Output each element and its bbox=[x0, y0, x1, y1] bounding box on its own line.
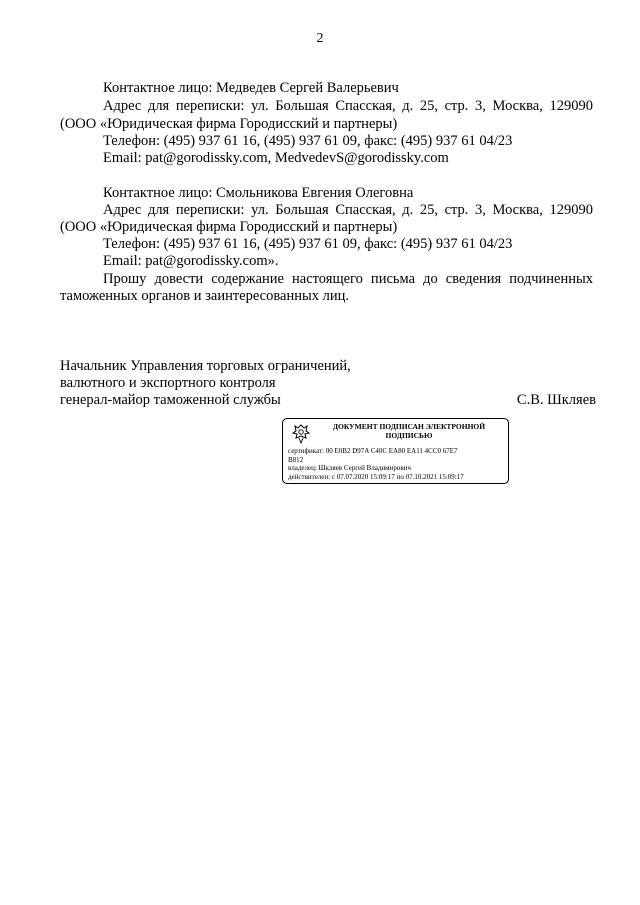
stamp-title bbox=[319, 423, 499, 440]
contact-address-company-2: (ООО «Юридическая фирма Городисский и партнеры) bbox=[60, 219, 398, 235]
page-number: 2 bbox=[316, 31, 324, 46]
contact-email-2: Email: pat@gorodissky.com». bbox=[103, 253, 279, 269]
contact-phone-2: Телефон: (495) 937 61 16, (495) 937 61 09, факс: (495) 937 61 04/23 bbox=[103, 236, 513, 252]
contact-person-1: Контактное лицо: Медведев Сергей Валерьевич bbox=[103, 80, 399, 96]
contact-email-1: Email: pat@gorodissky.com, MedvedevS@gorodissky.com bbox=[103, 150, 449, 166]
coat-of-arms-icon bbox=[289, 422, 313, 446]
signatory-name: С.В. Шкляев bbox=[516, 392, 596, 408]
signatory-title-line3: генерал-майор таможенной службы bbox=[60, 392, 281, 408]
request-paragraph-line2: таможенных органов и заинтересованных лиц. bbox=[60, 288, 349, 304]
contact-address-company-1: (ООО «Юридическая фирма Городисский и партнеры) bbox=[60, 116, 398, 132]
signatory-title-line1: Начальник Управления торговых ограничений, bbox=[60, 358, 351, 374]
stamp-title-line2: ПОДПИСЬЮ bbox=[385, 430, 433, 440]
stamp-title-line1: ДОКУМЕНТ ПОДПИСАН ЭЛЕКТРОННОЙ bbox=[332, 422, 486, 431]
request-paragraph-line1: Прошу довести содержание настоящего письма до сведения подчиненных bbox=[103, 271, 593, 287]
contact-address-1: Адрес для переписки: ул. Большая Спасская, д. 25, стр. 3, Москва, 129090 bbox=[103, 98, 593, 114]
contact-phone-1: Телефон: (495) 937 61 16, (495) 937 61 09, факс: (495) 937 61 04/23 bbox=[103, 133, 513, 149]
stamp-validity: действителен: с 07.07.2020 15:09:17 по 07.10.2021 15:09:17 bbox=[288, 472, 464, 481]
electronic-signature-stamp bbox=[282, 418, 509, 484]
signatory-title-line2: валютного и экспортного контроля bbox=[60, 375, 276, 391]
stamp-certificate-line2: B812 bbox=[288, 455, 304, 464]
contact-person-2: Контактное лицо: Смольникова Евгения Олеговна bbox=[103, 185, 414, 201]
contact-address-2: Адрес для переписки: ул. Большая Спасская, д. 25, стр. 3, Москва, 129090 bbox=[103, 202, 593, 218]
stamp-details bbox=[288, 447, 504, 481]
stamp-owner: владелец: Шкляев Сергей Владимирович bbox=[288, 464, 411, 472]
stamp-certificate-line1: сертификат: 00 E0B2 D97A C40C EA80 EA11 4CC0 67E7 bbox=[288, 447, 458, 455]
